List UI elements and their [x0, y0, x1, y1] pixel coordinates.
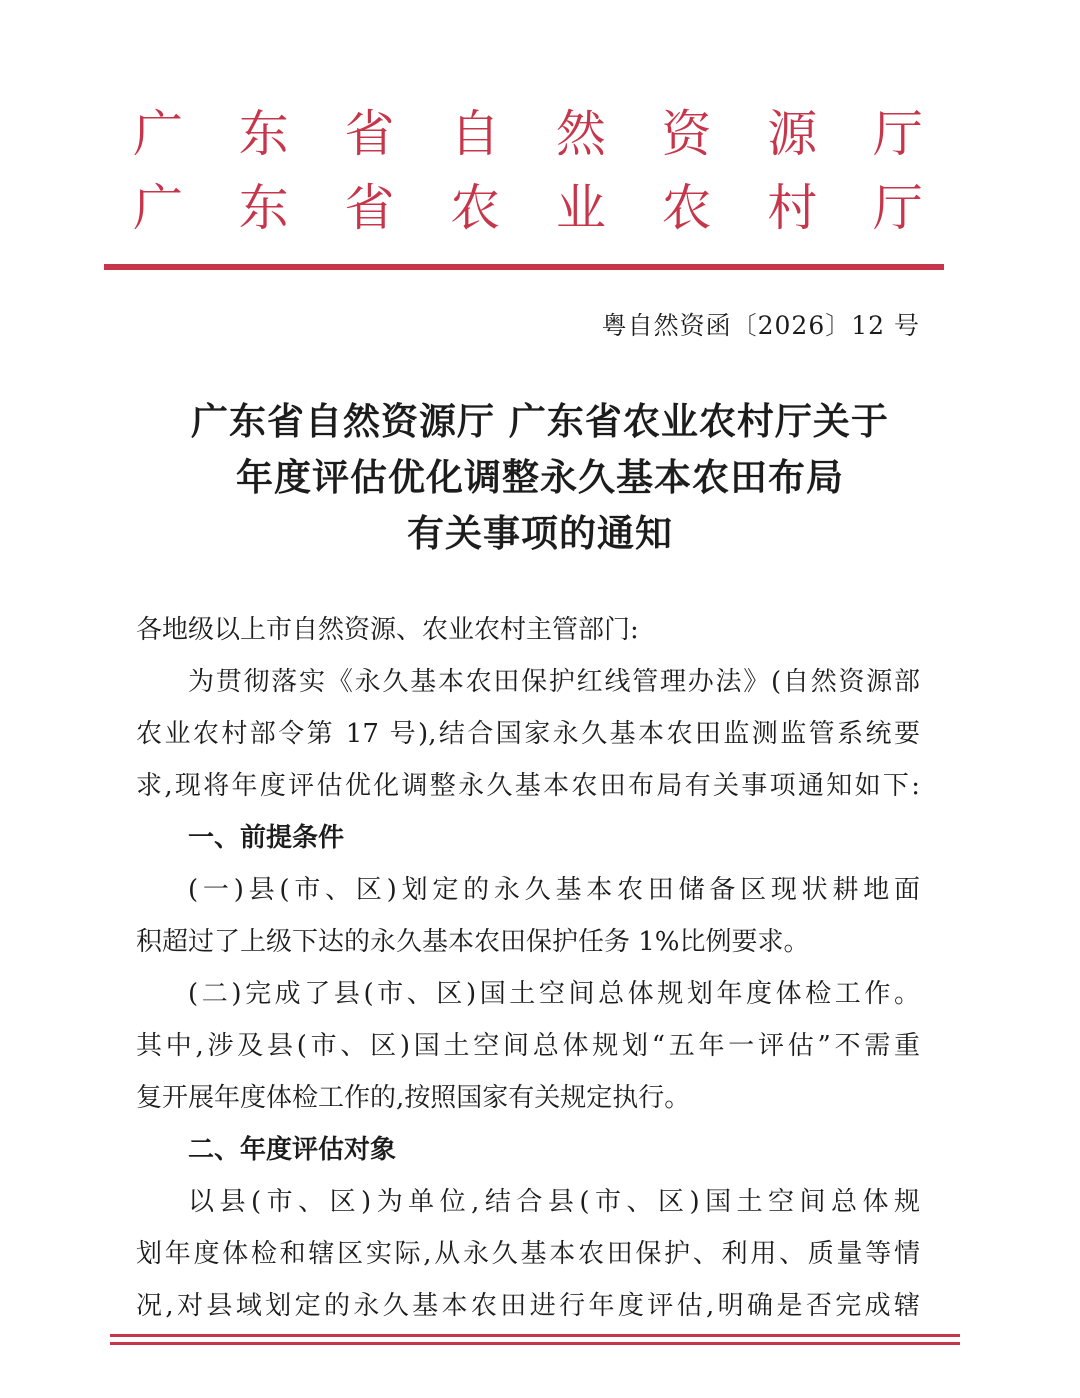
footer-divider-top — [110, 1334, 960, 1337]
letterhead-char: 东 — [238, 105, 289, 163]
red-header-divider — [104, 264, 944, 270]
section-heading: 二、年度评估对象 — [188, 1135, 397, 1165]
body-line: (一)县(市、区)划定的永久基本农田储备区现状耕地面 — [188, 875, 920, 905]
letterhead-char: 自 — [450, 105, 501, 163]
body-line: 况,对县域划定的永久基本农田进行年度评估,明确是否完成辖 — [136, 1291, 920, 1321]
body-line: 求,现将年度评估优化调整永久基本农田布局有关事项通知如下: — [136, 771, 920, 801]
section-heading: 一、前提条件 — [188, 823, 345, 853]
letterhead-char: 厅 — [872, 105, 923, 163]
letterhead-char: 厅 — [872, 179, 923, 237]
letterhead-char: 省 — [344, 105, 395, 163]
body-line: 划年度体检和辖区实际,从永久基本农田保护、利用、质量等情 — [136, 1239, 920, 1269]
title-line: 有关事项的通知 — [407, 511, 673, 555]
footer-divider-bottom — [110, 1342, 960, 1345]
document-body — [136, 604, 920, 1332]
title-line: 广东省自然资源厅 广东省农业农村厅关于 — [191, 399, 889, 443]
letterhead-char: 农 — [450, 179, 501, 237]
document-title — [100, 393, 980, 561]
body-line: (二)完成了县(市、区)国土空间总体规划年度体检工作。 — [188, 979, 920, 1009]
letterhead-char: 村 — [767, 179, 818, 237]
letterhead-char: 源 — [767, 105, 818, 163]
letterhead-char: 广 — [133, 105, 183, 163]
salutation: 各地级以上市自然资源、农业农村主管部门: — [136, 615, 639, 645]
body-line: 其中,涉及县(市、区)国土空间总体规划“五年一评估”不需重 — [136, 1031, 920, 1061]
body-line: 为贯彻落实《永久基本农田保护红线管理办法》(自然资源部 — [188, 667, 920, 697]
letterhead-char: 业 — [555, 179, 606, 237]
letterhead-char: 农 — [661, 179, 712, 237]
letterhead-char: 省 — [344, 179, 395, 237]
document-number: 粤自然资函〔2026〕12 号 — [601, 311, 920, 340]
letterhead-agriculture — [128, 178, 928, 238]
letterhead-char: 资 — [661, 105, 712, 163]
title-line: 年度评估优化调整永久基本农田布局 — [236, 455, 844, 499]
letterhead-char: 广 — [133, 179, 183, 237]
letterhead-char: 东 — [238, 179, 289, 237]
letterhead-natural-resources — [128, 104, 928, 164]
letterhead-char: 然 — [555, 105, 606, 163]
body-line: 积超过了上级下达的永久基本农田保护任务 1%比例要求。 — [136, 927, 810, 957]
body-line: 复开展年度体检工作的,按照国家有关规定执行。 — [136, 1083, 691, 1113]
body-line: 农业农村部令第 17 号),结合国家永久基本农田监测监管系统要 — [136, 719, 920, 749]
body-line: 以县(市、区)为单位,结合县(市、区)国土空间总体规 — [188, 1187, 920, 1217]
